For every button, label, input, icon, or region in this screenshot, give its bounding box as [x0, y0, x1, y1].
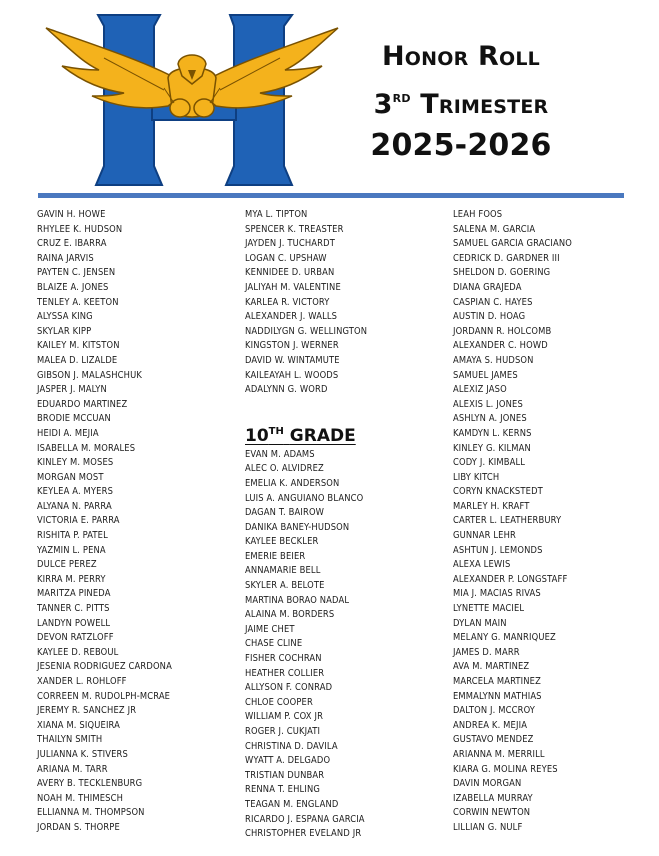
student-name: ELLIANNA M. THOMPSON: [37, 807, 145, 819]
grade-10-word: GRADE: [289, 425, 356, 446]
student-name: JORDANN R. HOLCOMB: [453, 325, 552, 337]
student-name: SPENCER K. TREASTER: [245, 223, 344, 235]
student-name: JORDAN S. THORPE: [37, 821, 120, 833]
student-name: AUSTIN D. HOAG: [453, 311, 526, 323]
student-name: CORWIN NEWTON: [453, 807, 531, 819]
student-name: DEVON RATZLOFF: [37, 632, 114, 644]
student-name: ALEXIS L. JONES: [453, 398, 523, 410]
student-name: ALYANA N. PARRA: [37, 500, 112, 512]
student-name: ALLYSON F. CONRAD: [245, 682, 333, 694]
student-name: SKYLAR KIPP: [37, 325, 92, 337]
student-name: ALEXIZ JASO: [453, 384, 507, 396]
student-name: KINLEY M. MOSES: [37, 457, 114, 469]
title-line-year: 2025-2026: [370, 128, 552, 163]
student-name: KAILEAYAH L. WOODS: [245, 369, 339, 381]
student-name: RICARDO J. ESPANA GARCIA: [245, 813, 365, 825]
student-name: CHRISTINA D. DAVILA: [245, 740, 338, 752]
student-name: AMAYA S. HUDSON: [453, 354, 534, 366]
student-name: KENNIDEE D. URBAN: [245, 267, 335, 279]
student-name: JAIME CHET: [245, 623, 295, 635]
student-name: MIA J. MACIAS RIVAS: [453, 588, 541, 600]
student-name: TANNER C. PITTS: [37, 603, 110, 615]
student-name: LUIS A. ANGUIANO BLANCO: [245, 492, 364, 504]
name-column-2: [245, 208, 450, 842]
student-name: BLAIZE A. JONES: [37, 281, 109, 293]
student-name: ALYSSA KING: [37, 311, 93, 323]
student-name: DAVIN MORGAN: [453, 778, 522, 790]
name-column-2-bottom: [245, 448, 450, 842]
student-name: RAINA JARVIS: [37, 252, 94, 264]
grade-10-number: 10: [245, 425, 269, 446]
student-name: EMMALYNN MATHIAS: [453, 690, 542, 702]
student-name: JULIANNA K. STIVERS: [37, 748, 128, 760]
student-name: YAZMIN L. PENA: [37, 544, 106, 556]
trimester-ordinal: rd: [392, 88, 411, 106]
student-name: XIANA M. SIQUEIRA: [37, 719, 121, 731]
student-name: SALENA M. GARCIA: [453, 223, 536, 235]
student-name: ALEC O. ALVIDREZ: [245, 463, 324, 475]
student-name: MYA L. TIPTON: [245, 209, 308, 220]
student-name: MARTINA BORAO NADAL: [245, 594, 350, 606]
student-name: DANIKA BANEY-HUDSON: [245, 521, 350, 533]
trimester-word: Trimester: [420, 89, 549, 120]
student-name: JALIYAH M. VALENTINE: [245, 281, 341, 293]
page-title: [356, 36, 566, 166]
student-name: ARIANA M. TARR: [37, 763, 108, 775]
title-line-honor-roll: Honor Roll: [382, 41, 540, 72]
student-name: ALEXANDER C. HOWD: [453, 340, 548, 352]
student-name: KIARA G. MOLINA REYES: [453, 763, 558, 775]
grade-10-ordinal: TH: [268, 425, 284, 437]
student-name: SAMUEL JAMES: [453, 369, 518, 381]
student-name: GAVIN H. HOWE: [37, 209, 106, 220]
student-name: ROGER J. CUKJATI: [245, 726, 321, 737]
student-name: CORYN KNACKSTEDT: [453, 486, 543, 498]
header-divider: [38, 193, 624, 198]
title-line-trimester: [356, 77, 566, 125]
student-name: SKYLER A. BELOTE: [245, 580, 325, 592]
student-name: MORGAN MOST: [37, 471, 104, 483]
student-name: WILLIAM P. COX JR: [245, 711, 324, 723]
student-name: GUNNAR LEHR: [453, 530, 516, 542]
student-name: DAGAN T. BAIROW: [245, 507, 325, 519]
student-name: GUSTAVO MENDEZ: [453, 734, 534, 746]
student-name: KAYLEE BECKLER: [245, 536, 319, 548]
student-name: DIANA GRAJEDA: [453, 281, 522, 293]
student-name: FISHER COCHRAN: [245, 653, 322, 665]
student-name: CRUZ E. IBARRA: [37, 238, 107, 250]
student-name: TENLEY A. KEETON: [37, 296, 119, 308]
student-name: DULCE PEREZ: [37, 559, 97, 571]
student-name: TEAGAN M. ENGLAND: [245, 798, 339, 810]
student-name: DALTON J. MCCROY: [453, 705, 536, 717]
student-name: CODY J. KIMBALL: [453, 457, 526, 469]
student-name: AVA M. MARTINEZ: [453, 661, 530, 673]
student-name: LEAH FOOS: [453, 209, 503, 220]
trimester-number: 3: [373, 89, 393, 120]
student-name: ANNAMARIE BELL: [245, 565, 321, 577]
student-name: SAMUEL GARCIA GRACIANO: [453, 238, 573, 250]
student-name: ASHLYN A. JONES: [453, 413, 527, 425]
student-name: KAILEY M. KITSTON: [37, 340, 120, 352]
student-name: ALEXANDER J. WALLS: [245, 311, 338, 323]
student-name: RENNA T. EHLING: [245, 784, 320, 796]
student-name: ADALYNN G. WORD: [245, 384, 328, 396]
student-name: ARIANNA M. MERRILL: [453, 748, 545, 760]
student-name: MALEA D. LIZALDE: [37, 354, 118, 366]
student-name: GIBSON J. MALASHCHUK: [37, 369, 142, 381]
student-name: EMELIA K. ANDERSON: [245, 477, 340, 489]
student-name: JASPER J. MALYN: [37, 384, 107, 396]
student-name: JAMES D. MARR: [453, 646, 520, 658]
student-name: KAMDYN L. KERNS: [453, 427, 532, 439]
student-name: MARCELA MARTINEZ: [453, 676, 541, 687]
student-name: KEYLEA A. MYERS: [37, 486, 114, 498]
student-name: KINGSTON J. WERNER: [245, 340, 339, 352]
student-name: MARITZA PINEDA: [37, 588, 111, 600]
name-column-1: [37, 208, 242, 836]
student-name: LOGAN C. UPSHAW: [245, 252, 327, 264]
student-name: ANDREA K. MEJIA: [453, 719, 528, 731]
student-name: VICTORIA E. PARRA: [37, 515, 120, 527]
student-name: CEDRICK D. GARDNER III: [453, 252, 560, 264]
student-name: RHYLEE K. HUDSON: [37, 223, 123, 235]
student-name: JESENIA RODRIGUEZ CARDONA: [37, 661, 172, 673]
student-name: CASPIAN C. HAYES: [453, 296, 533, 308]
student-name: ALEXA LEWIS: [453, 559, 511, 571]
student-name: DAVID W. WINTAMUTE: [245, 354, 340, 366]
student-name: NADDILYGN G. WELLINGTON: [245, 325, 368, 337]
student-name: LANDYN POWELL: [37, 617, 111, 629]
student-name: KARLEA R. VICTORY: [245, 296, 330, 308]
student-name: IZABELLA MURRAY: [453, 792, 533, 804]
student-name: ALAINA M. BORDERS: [245, 609, 335, 621]
student-name: HEATHER COLLIER: [245, 667, 325, 679]
name-column-3: [453, 208, 658, 836]
student-name: JAYDEN J. TUCHARDT: [245, 238, 335, 250]
student-name: EVAN M. ADAMS: [245, 448, 315, 460]
student-name: CARTER L. LEATHERBURY: [453, 515, 562, 527]
student-name: CHRISTOPHER EVELAND JR: [245, 828, 362, 840]
student-name: KINLEY G. KILMAN: [453, 442, 531, 454]
student-name: BRODIE MCCUAN: [37, 413, 111, 425]
student-name: MARLEY H. KRAFT: [453, 500, 530, 512]
student-name: CORREEN M. RUDOLPH-MCRAE: [37, 690, 171, 702]
student-name: HEIDI A. MEJIA: [37, 427, 99, 439]
student-name: LILLIAN G. NULF: [453, 821, 523, 833]
grade-10-heading: [245, 422, 450, 446]
student-name: ISABELLA M. MORALES: [37, 442, 136, 454]
student-name: CHASE CLINE: [245, 638, 303, 650]
student-name: NOAH M. THIMESCH: [37, 792, 124, 804]
student-name: EMERIE BEIER: [245, 550, 306, 562]
student-name: JEREMY R. SANCHEZ JR: [37, 705, 137, 717]
student-name: MELANY G. MANRIQUEZ: [453, 632, 556, 644]
student-name: TRISTIAN DUNBAR: [245, 769, 325, 781]
student-name: KAYLEE D. REBOUL: [37, 646, 119, 658]
student-name: DYLAN MAIN: [453, 617, 507, 629]
student-name: ALEXANDER P. LONGSTAFF: [453, 573, 568, 585]
student-name: LYNETTE MACIEL: [453, 603, 525, 615]
student-name: SHELDON D. GOERING: [453, 267, 551, 279]
hawk-h-logo-icon: [44, 8, 340, 188]
student-name: KIRRA M. PERRY: [37, 573, 106, 585]
student-name: LIBY KITCH: [453, 471, 500, 483]
student-name: CHLOE COOPER: [245, 696, 313, 708]
student-name: AVERY B. TECKLENBURG: [37, 778, 143, 790]
name-column-2-top: [245, 208, 450, 398]
student-name: EDUARDO MARTINEZ: [37, 398, 128, 410]
student-name: XANDER L. ROHLOFF: [37, 676, 127, 687]
student-name: THAILYN SMITH: [37, 734, 103, 746]
student-name: ASHTUN J. LEMONDS: [453, 544, 543, 556]
student-name: WYATT A. DELGADO: [245, 755, 331, 767]
student-name: RISHITA P. PATEL: [37, 530, 108, 542]
student-name: PAYTEN C. JENSEN: [37, 267, 116, 279]
